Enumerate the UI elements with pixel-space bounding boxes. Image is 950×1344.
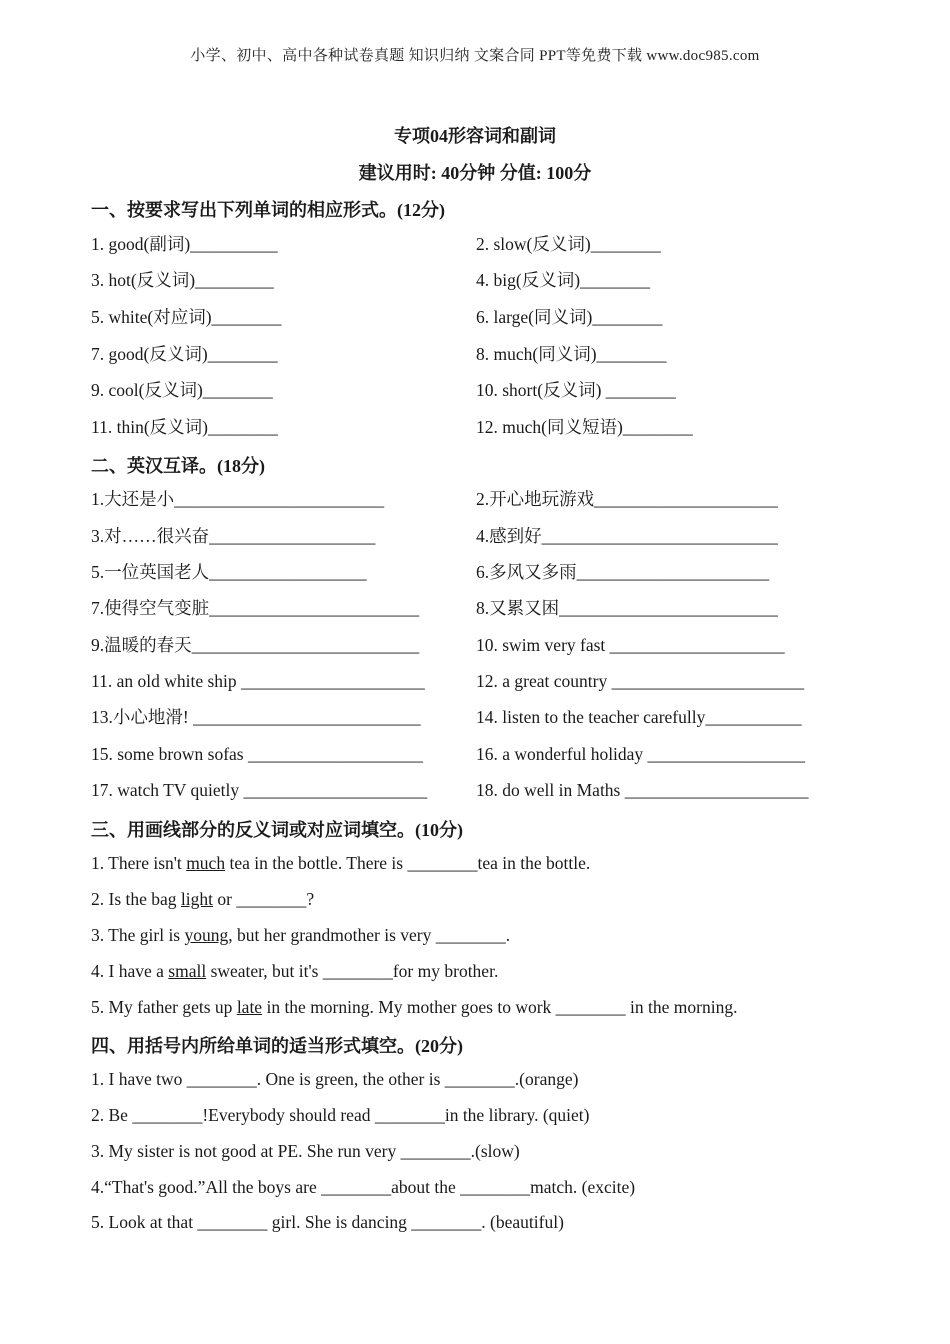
question-item: 1. I have two ________. One is green, the other is ________.(orange)	[91, 1069, 579, 1089]
question-item	[91, 960, 498, 982]
question-item: 1.大还是小________________________	[91, 489, 385, 509]
question-text: tea in the bottle. There is ________tea in the bottle.	[225, 853, 591, 873]
question-item: 11. thin(反义词)________	[91, 417, 278, 437]
question-item: 10. short(反义词) ________	[476, 380, 676, 400]
question-item: 2.开心地玩游戏_____________________	[476, 489, 778, 509]
question-item: 12. much(同义短语)________	[476, 417, 693, 437]
question-item: 16. a wonderful holiday __________________	[476, 744, 806, 764]
question-item: 4.感到好___________________________	[476, 526, 778, 546]
question-item: 12. a great country ______________________	[476, 671, 805, 691]
question-text: 5. My father gets up	[91, 997, 237, 1017]
question-item	[91, 996, 737, 1018]
section-heading: 一、按要求写出下列单词的相应形式。(12分)	[91, 200, 445, 220]
question-item: 8. much(同义词)________	[476, 344, 667, 364]
question-text: 1. There isn't	[91, 853, 187, 873]
section-heading: 二、英汉互译。(18分)	[91, 456, 265, 476]
underlined-word: late	[236, 997, 263, 1017]
section-heading: 三、用画线部分的反义词或对应词填空。(10分)	[91, 820, 463, 840]
question-item: 3.对……很兴奋___________________	[91, 526, 376, 546]
question-item: 1. good(副词)__________	[91, 234, 278, 254]
question-text: or ________?	[213, 889, 315, 909]
question-text: , but her grandmother is very ________.	[228, 925, 511, 945]
question-item: 14. listen to the teacher carefully___________	[476, 707, 802, 727]
question-item	[91, 924, 510, 946]
underlined-word: young	[184, 925, 229, 945]
question-text: 2. Is the bag	[91, 889, 181, 909]
question-item: 2. Be ________!Everybody should read ________in the library. (quiet)	[91, 1105, 590, 1125]
question-item: 8.又累又困_________________________	[476, 598, 778, 618]
underlined-word: much	[186, 853, 226, 873]
question-item: 9.温暖的春天__________________________	[91, 635, 420, 655]
question-item: 5.一位英国老人__________________	[91, 562, 367, 582]
underlined-word: light	[180, 889, 214, 909]
question-text: 4. I have a	[91, 961, 169, 981]
question-item: 4.“That's good.”All the boys are ________about the ________match. (excite)	[91, 1177, 636, 1197]
question-text: 3. The girl is	[91, 925, 185, 945]
question-item: 10. swim very fast ____________________	[476, 635, 785, 655]
question-item: 6.多风又多雨______________________	[476, 562, 770, 582]
question-item: 7. good(反义词)________	[91, 344, 278, 364]
question-item: 13.小心地滑! __________________________	[91, 707, 421, 727]
underlined-word: small	[168, 961, 207, 981]
question-item: 17. watch TV quietly _____________________	[91, 780, 428, 800]
question-item: 4. big(反义词)________	[476, 270, 651, 290]
question-item: 2. slow(反义词)________	[476, 234, 661, 254]
question-item: 6. large(同义词)________	[476, 307, 663, 327]
question-item	[91, 852, 590, 874]
question-item	[91, 888, 314, 910]
question-item: 7.使得空气变脏________________________	[91, 598, 420, 618]
page-header: 小学、初中、高中各种试卷真题 知识归纳 文案合同 PPT等免费下载 www.doc985.com	[190, 48, 760, 64]
question-text: sweater, but it's ________for my brother.	[206, 961, 499, 981]
question-text: in the morning. My mother goes to work ________ in the morning.	[262, 997, 738, 1017]
page-title: 专项04形容词和副词	[394, 126, 556, 146]
question-item: 15. some brown sofas ____________________	[91, 744, 423, 764]
question-item: 5. white(对应词)________	[91, 307, 282, 327]
question-item: 11. an old white ship _____________________	[91, 671, 425, 691]
question-item: 3. hot(反义词)_________	[91, 270, 274, 290]
question-item: 3. My sister is not good at PE. She run very ________.(slow)	[91, 1141, 520, 1161]
section-heading: 四、用括号内所给单词的适当形式填空。(20分)	[91, 1036, 463, 1056]
question-item: 18. do well in Maths _____________________	[476, 780, 809, 800]
question-item: 9. cool(反义词)________	[91, 380, 273, 400]
question-item: 5. Look at that ________ girl. She is dancing ________. (beautiful)	[91, 1212, 564, 1232]
page-subtitle: 建议用时: 40分钟 分值: 100分	[358, 163, 592, 183]
